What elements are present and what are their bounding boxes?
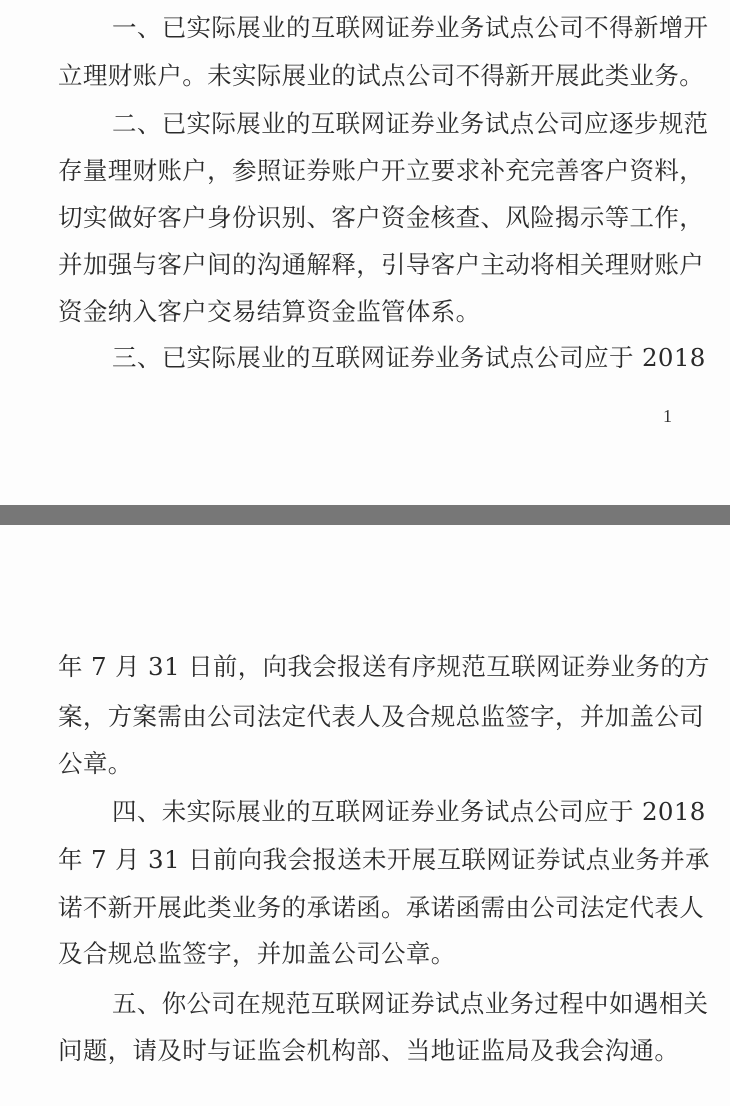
text-line: 年 7 月 31 日前，向我会报送有序规范互联网证券业务的方 (58, 652, 710, 681)
text-line: 存量理财账户，参照证券账户开立要求补充完善客户资料， (58, 156, 705, 185)
text-line: 立理财账户。未实际展业的试点公司不得新开展此类业务。 (58, 61, 705, 90)
text-line: 公章。 (58, 749, 133, 778)
text-line: 并加强与客户间的沟通解释，引导客户主动将相关理财账户 (58, 250, 705, 279)
text-line: 三、已实际展业的互联网证券业务试点公司应于 2018 (112, 343, 706, 372)
text-line: 切实做好客户身份识别、客户资金核查、风险揭示等工作， (58, 203, 705, 232)
document-page-bottom (0, 525, 730, 1106)
text-line: 五、你公司在规范互联网证券试点业务过程中如遇相关 (112, 989, 709, 1018)
text-line: 年 7 月 31 日前向我会报送未开展互联网证券试点业务并承 (58, 845, 710, 874)
page-number: 1 (663, 406, 672, 426)
text-line: 案，方案需由公司法定代表人及合规总监签字，并加盖公司 (58, 702, 705, 731)
document-page-top (0, 0, 730, 505)
text-line: 二、已实际展业的互联网证券业务试点公司应逐步规范 (112, 109, 709, 138)
text-line: 资金纳入客户交易结算资金监管体系。 (58, 297, 481, 326)
text-line: 诺不新开展此类业务的承诺函。承诺函需由公司法定代表人 (58, 893, 705, 922)
text-line: 问题，请及时与证监会机构部、当地证监局及我会沟通。 (58, 1036, 680, 1065)
text-line: 一、已实际展业的互联网证券业务试点公司不得新增开 (112, 13, 709, 42)
text-line: 四、未实际展业的互联网证券业务试点公司应于 2018 (112, 797, 706, 826)
text-line: 及合规总监签字，并加盖公司公章。 (58, 939, 456, 968)
page-divider (0, 505, 730, 525)
